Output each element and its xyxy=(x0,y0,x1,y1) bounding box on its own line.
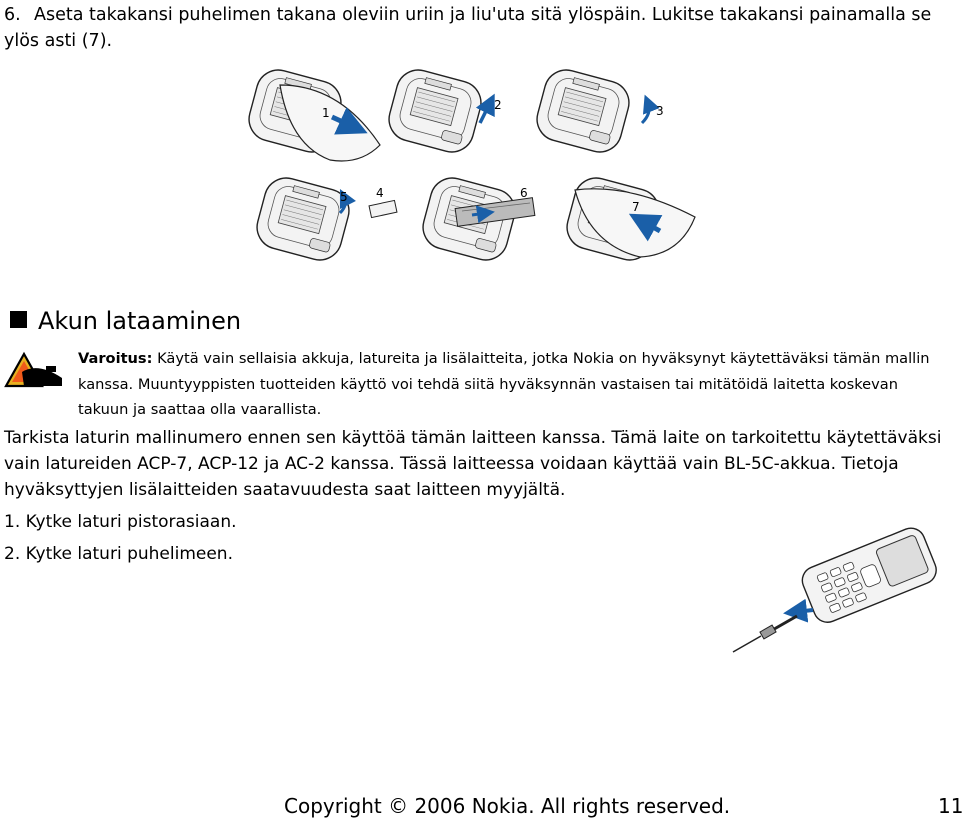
step-6-text: Aseta takakansi puhelimen takana oleviin uriin ja liu'uta sitä ylöspäin. Lukitse takakansi painamalla se ylös asti (7). xyxy=(4,5,932,51)
step-1-number: 1. xyxy=(4,512,21,532)
warning-text xyxy=(78,346,948,423)
warning-body: Käytä vain sellaisia akkuja, latureita ja lisälaitteita, jotka Nokia on hyväksynyt käytettäväksi tämän mallin kanssa. Muuntyyppisten tuotteiden käyttö voi tehdä siitä hyväksynnän vastaisen tai mitätöidä laitetta koskevan takuun ja saattaa olla vaarallista. xyxy=(78,350,930,418)
page-number: 11 xyxy=(938,794,963,818)
step-2-number: 2. xyxy=(4,544,21,564)
section-title: Akun lataaminen xyxy=(38,307,242,335)
figure-label-5: 5 xyxy=(340,190,348,204)
warning-label: Varoitus: xyxy=(78,350,153,367)
figure-label-3: 3 xyxy=(656,104,664,118)
step-6-number: 6. xyxy=(4,5,21,25)
warning-icon xyxy=(4,352,64,388)
step-6 xyxy=(4,2,954,54)
phone-assembly-illustration xyxy=(240,65,720,285)
section-square-icon xyxy=(10,311,27,328)
figure-label-6: 6 xyxy=(520,186,528,200)
figure-label-7: 7 xyxy=(632,200,640,214)
copyright-footer: Copyright © 2006 Nokia. All rights reserved. xyxy=(284,794,731,818)
step-1-text: Kytke laturi pistorasiaan. xyxy=(25,512,237,532)
charger-paragraph: Tarkista laturin mallinumero ennen sen käyttöä tämän laitteen kanssa. Tämä laite on tarkoitettu käytettäväksi vain latureiden ACP-7, ACP-12 ja AC-2 kanssa. Tässä laitteessa voidaan käyttää vain BL-5C-akkua. Tietoja hyväksyttyjen lisälaitteiden saatavuudesta saat laitteen myyjältä. xyxy=(4,428,942,500)
figure-label-4: 4 xyxy=(376,186,384,200)
phone-charger-illustration xyxy=(725,528,955,658)
step-2-text: Kytke laturi puhelimeen. xyxy=(25,544,233,564)
figure-label-1: 1 xyxy=(322,106,330,120)
section-heading xyxy=(10,307,241,341)
figure-label-2: 2 xyxy=(494,98,502,112)
